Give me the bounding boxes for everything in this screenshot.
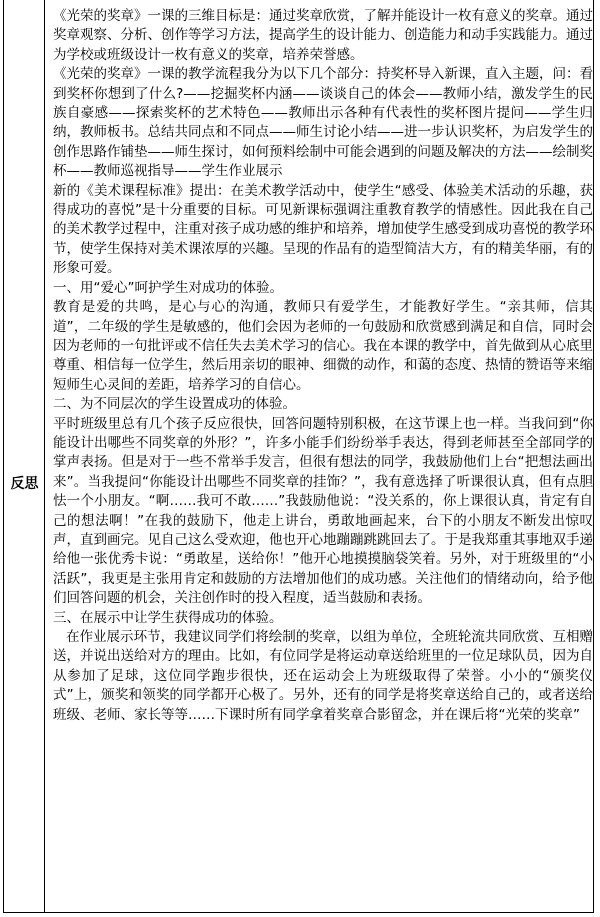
paragraph-curriculum-standard: 新的《美术课程标准》提出：在美术教学活动中，使学生“感受、体验美术活动的乐趣，获得成功的喜悦”是十分重要的目标。可见新课标强调注重教育教学的情感性。因此我在自己的美术教学过程中，注重对孩子成功感的维护和培养，增加使学生感受到成功喜悦的教学环节，使学生保持对美术课浓厚的兴趣。呈现的作品有的造型简洁大方，有的精美华丽，有的形象可爱。 — [53, 182, 593, 277]
reflection-label: 反思 — [10, 476, 39, 492]
paragraph-love: 教育是爱的共鸣，是心与心的沟通，教师只有爱学生，才能教好学生。“亲其师，信其道”，二年级的学生是敏感的，他们会因为老师的一句鼓励和欣赏感到满足和自信，同时会因为老师的一句批评或不信任失去美术学习的信心。我在本课的教学中，首先做到从心底里尊重、相信每一位学生，然后用亲切的眼神、细微的动作，和蔼的态度、热情的赞语等来缩短师生心灵间的差距，培养学习的自信心。 — [53, 299, 593, 393]
paragraph-objectives: 《光荣的奖章》一课的三维目标是：通过奖章欣赏，了解并能设计一枚有意义的奖章。通过奖章观察、分析、创作等学习方法，提高学生的设计能力、创造能力和动手实践能力。通过为学校或班级设计一枚有意义的奖章，培养荣誉感。 — [53, 8, 593, 63]
reflection-content — [53, 7, 593, 725]
heading-one: 一、用“爱心”呵护学生对成功的体验。 — [53, 279, 283, 296]
paragraph-display: 在作业展示环节，我建议同学们将绘制的奖章，以组为单位，全班轮流共同欣赏、互相赠送，并说出送给对方的理由。比如，有位同学是将运动章送给班里的一位足球队员，因为自从参加了足球，这位同学跑步很快，还在运动会上为班级取得了荣誉。小小的“颁奖仪式”上，颁奖和领奖的同学都开心极了。另外，还有的同学是将奖章送给自己的，或者送给班级、老师、家长等等……下课时所有同学拿着奖章合影留念，并在课后将“光荣的奖章” — [53, 629, 593, 723]
heading-two: 二、为不同层次的学生设置成功的体验。 — [53, 396, 296, 413]
paragraph-levels: 平时班级里总有几个孩子反应很快，回答问题特别积极，在这节课上也一样。当我问到“你能设计出哪些不同奖章的外形？”，许多小能手们纷纷举手表达，得到老师甚至全部同学的掌声表扬。但是对于一些不常举手发言，但很有想法的同学，我鼓励他们上台“把想法画出来”。当我提问“你能设计出哪些不同奖章的挂饰？”，我有意选择了听课很认真，但有点胆怯一个小朋友。“啊……我可不敢……”我鼓励他说：“没关系的，你上课很认真，肯定有自己的想法啊！”在我的鼓励下，他走上讲台，勇敢地画起来，台下的小朋友不断发出惊叹声，直到画完。见自己这么受欢迎，他也开心地蹦蹦跳跳回去了。于是我郑重其事地双手递给他一张优秀卡说：“勇敢星，送给你！”他开心地摸摸脑袋笑着。另外，对于班级里的“小活跃”，我更是主张用肯定和鼓励的方法增加他们的成功感。关注他们的情绪动向，给予他们回答问题的机会，关注创作时的投入程度，适当鼓励和表扬。 — [53, 415, 593, 607]
paragraph-teaching-flow: 《光荣的奖章》一课的教学流程我分为以下几个部分：持奖杯导入新课，直入主题，问：看到奖杯你想到了什么?——挖掘奖杯内涵——谈谈自己的体会——教师小结，激发学生的民族自豪感——探索奖杯的艺术特色——教师出示各种有代表性的奖杯图片提问——学生归纳，教师板书。总结共同点和不同点——师生讨论小结——进一步认识奖杯，为启发学生的创作思路作铺垫——师生探讨，如何预料绘制中可能会遇到的问题及解决的方法——绘制奖杯——教师巡视指导——学生作业展示 — [53, 66, 593, 180]
reflection-table — [3, 0, 594, 913]
heading-three: 三、在展示中让学生获得成功的体验。 — [53, 609, 283, 626]
label-cell — [4, 0, 45, 912]
